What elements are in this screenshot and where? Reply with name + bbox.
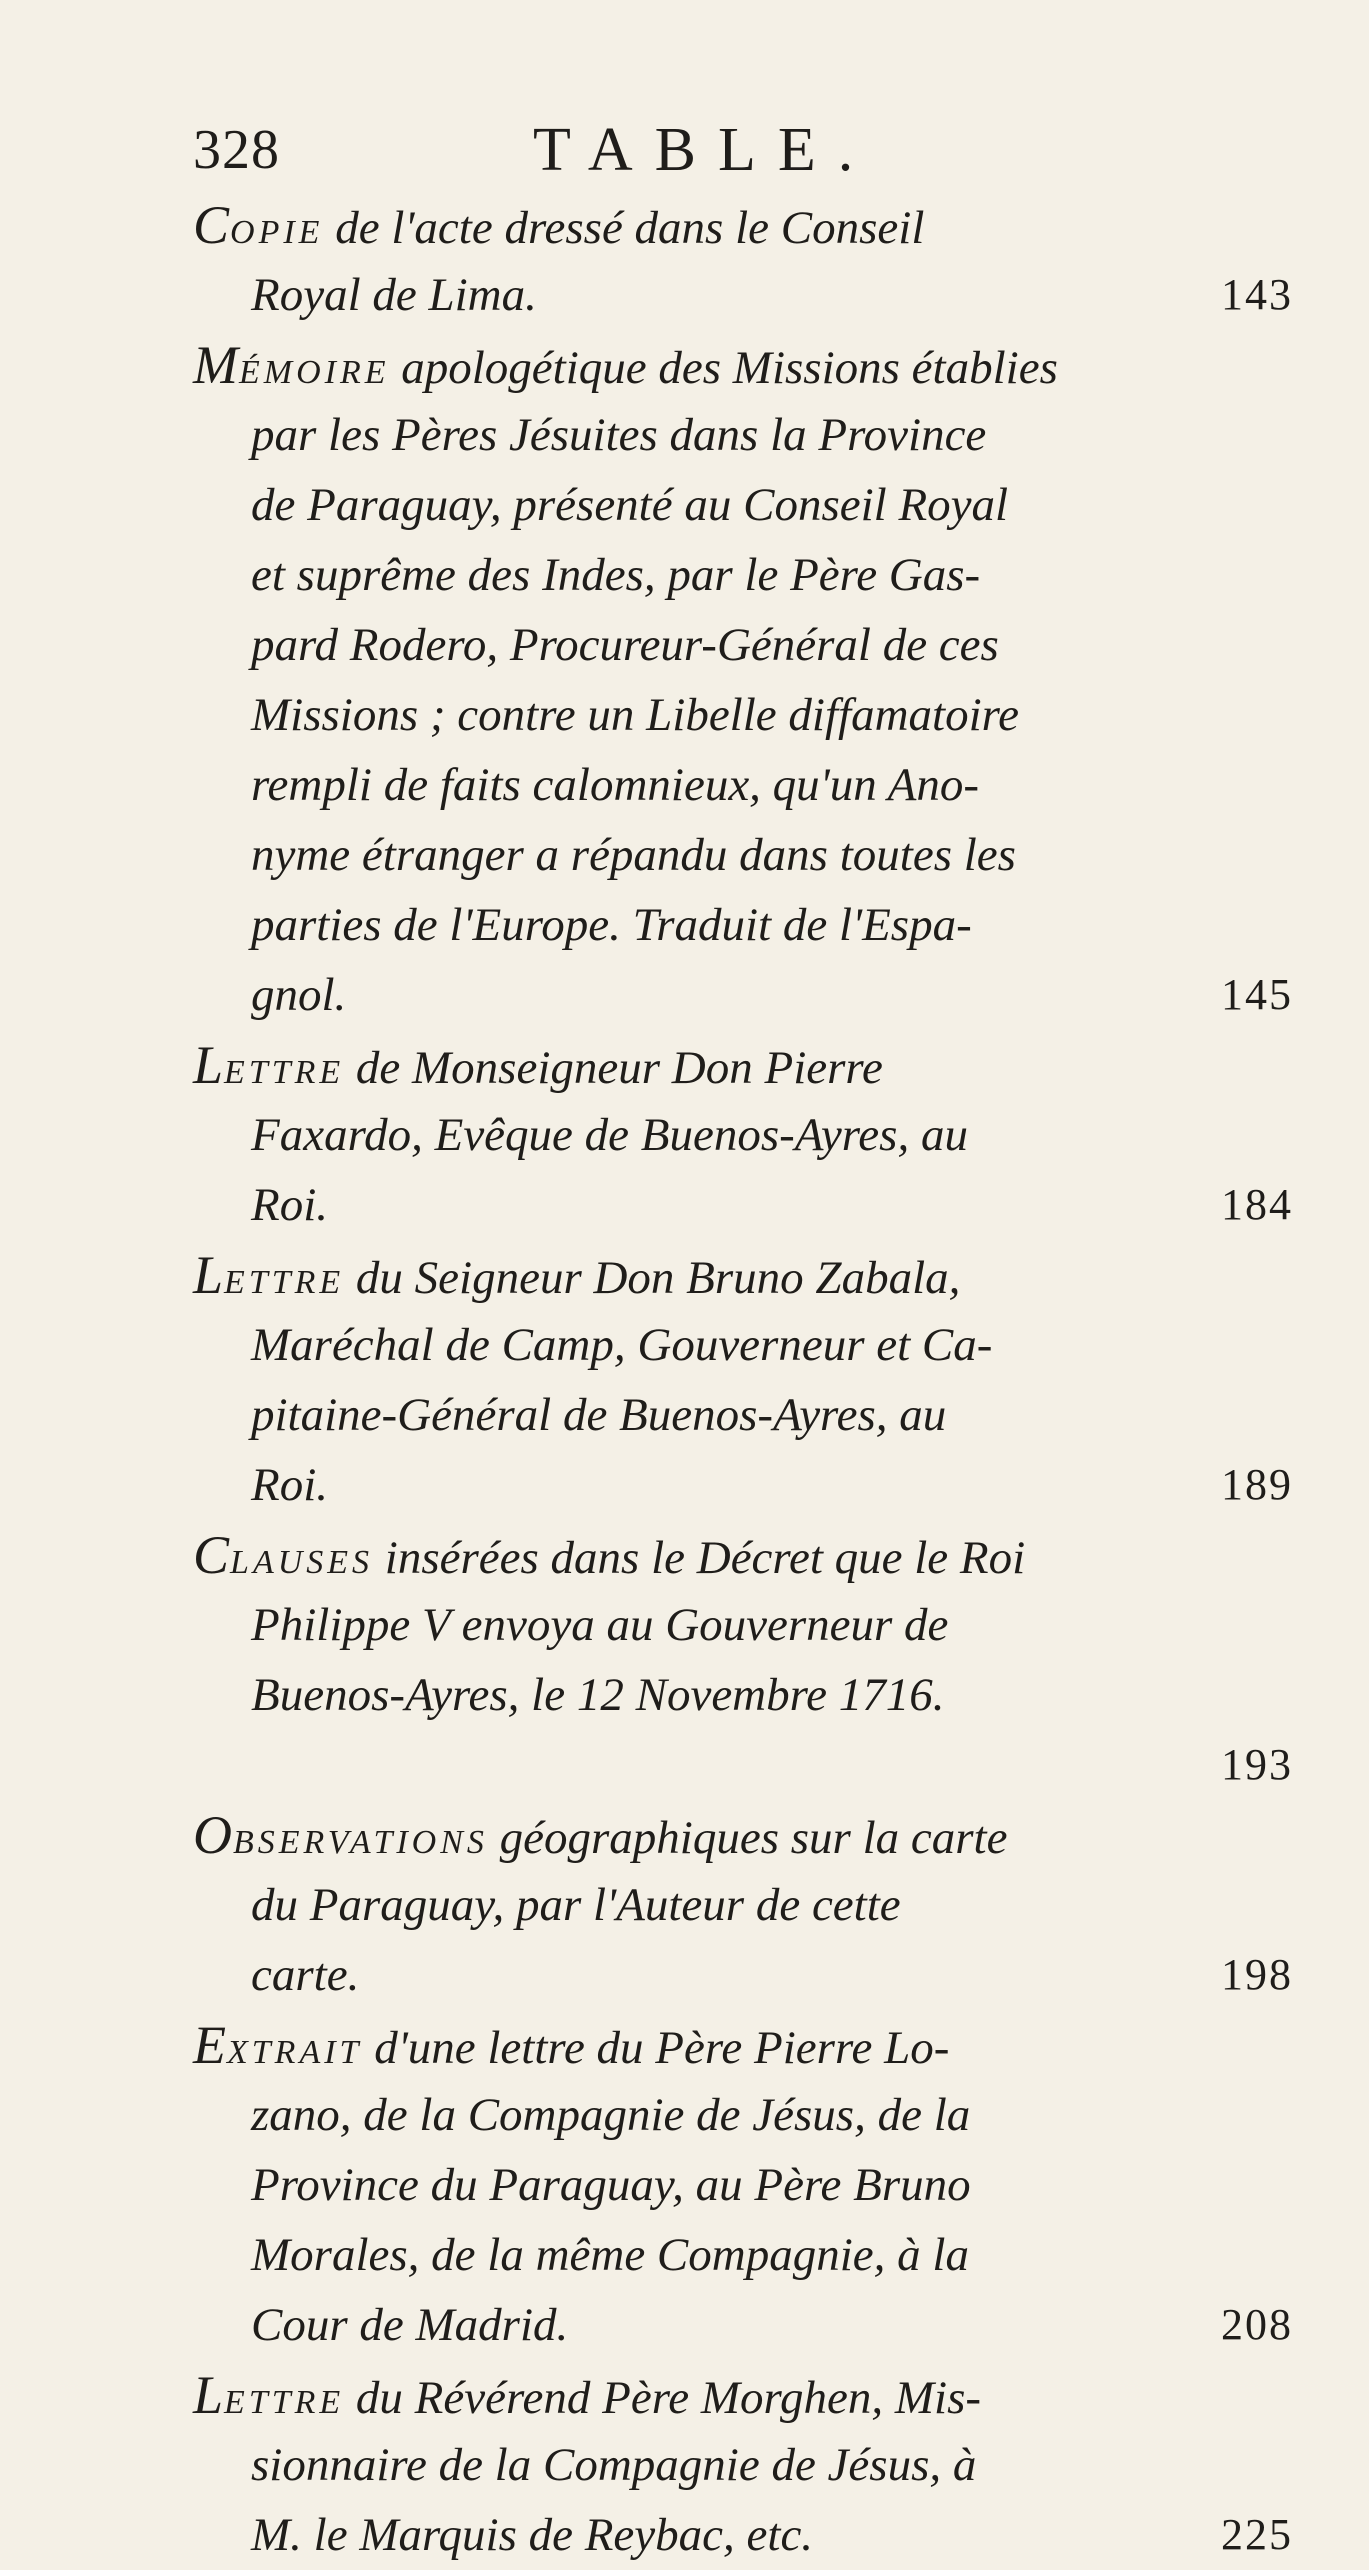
toc-entry-line <box>193 610 1293 680</box>
entry-title-text: insérées dans le Décret que le Roi <box>373 1532 1026 1584</box>
entry-initial: L <box>193 1035 225 1095</box>
entry-line-text: Philippe V envoya au Gouverneur de <box>251 1599 949 1651</box>
entry-line-text: pard Rodero, Procureur-Général de ces <box>251 619 999 671</box>
entry-line-text: Royal de Lima. <box>251 269 537 321</box>
entry-initial: L <box>193 1245 225 1305</box>
entry-small-caps: LAUSES <box>230 1544 374 1581</box>
entry-initial: O <box>193 1805 233 1865</box>
entry-line-text: Roi. <box>251 1459 329 1511</box>
page-reference: 145 <box>1221 970 1293 1019</box>
entry-title-text: d'une lettre du Père Pierre Lo- <box>362 2022 950 2074</box>
entry-line-text: Province du Paraguay, au Père Bruno <box>251 2159 971 2211</box>
entry-line-text: gnol. <box>251 969 347 1021</box>
toc-entry-line <box>193 400 1293 470</box>
toc-entry-first-line <box>193 190 1293 260</box>
entry-title-text: du Révérend Père Morghen, Mis- <box>344 2372 982 2424</box>
toc-entry-line <box>193 2430 1293 2500</box>
toc-entry-line <box>193 1870 1293 1940</box>
entry-line-text: Missions ; contre un Libelle diffamatoire <box>251 689 1020 741</box>
entry-line-text: rempli de faits calomnieux, qu'un Ano- <box>251 759 979 811</box>
toc-entry-first-line <box>193 1240 1293 1310</box>
entry-line-text: carte. <box>251 1949 360 2001</box>
toc-entry-first-line <box>193 2360 1293 2430</box>
toc-entry-line <box>193 1170 1293 1240</box>
toc-entry-first-line <box>193 330 1293 400</box>
toc-entry-line <box>193 2150 1293 2220</box>
toc-entry-line <box>193 1450 1293 1520</box>
page-reference: 198 <box>1221 1950 1293 1999</box>
toc-entry <box>193 1240 1293 1520</box>
toc-entry <box>193 2010 1293 2360</box>
entry-initial: C <box>193 195 231 255</box>
entry-line-text: pitaine-Général de Buenos-Ayres, au <box>251 1389 947 1441</box>
entry-title-text: de l'acte dressé dans le Conseil <box>323 202 925 254</box>
toc-entry-first-line <box>193 2010 1293 2080</box>
entry-line-text: Cour de Madrid. <box>251 2299 569 2351</box>
entry-small-caps: OPIE <box>230 214 324 251</box>
toc-entry-line <box>193 1590 1293 1660</box>
entry-small-caps: BSERVATIONS <box>233 1824 488 1861</box>
entry-line-text: nyme étranger a répandu dans toutes les <box>251 829 1016 881</box>
entry-initial: M <box>193 335 239 395</box>
entry-initial: C <box>193 1525 231 1585</box>
entry-line-text: Morales, de la même Compagnie, à la <box>251 2229 969 2281</box>
entry-title-text: de Monseigneur Don Pierre <box>344 1042 883 1094</box>
entry-title-text: géographiques sur la carte <box>487 1812 1008 1864</box>
toc-entry-line <box>193 890 1293 960</box>
toc-entry-line <box>193 750 1293 820</box>
toc-entry-first-line <box>193 1800 1293 1870</box>
page-number: 328 <box>193 119 280 181</box>
page-reference: 184 <box>1221 1180 1293 1229</box>
toc-entry <box>193 1030 1293 1240</box>
page-reference: 143 <box>1221 270 1293 319</box>
entry-small-caps: XTRAIT <box>227 2034 363 2071</box>
toc-entry <box>193 1520 1293 1800</box>
toc-entry-line <box>193 820 1293 890</box>
page-reference: 189 <box>1221 1460 1293 1509</box>
entry-small-caps: ETTRE <box>224 2384 345 2421</box>
entry-line-text: sionnaire de la Compagnie de Jésus, à <box>251 2439 977 2491</box>
entry-line-text: Maréchal de Camp, Gouverneur et Ca- <box>251 1319 993 1371</box>
toc-entry-line <box>193 540 1293 610</box>
toc-entry-line <box>193 2290 1293 2360</box>
page-reference-line <box>193 1730 1293 1800</box>
toc-entry-line <box>193 1660 1293 1730</box>
toc-entry-line <box>193 960 1293 1030</box>
entry-line-text: du Paraguay, par l'Auteur de cette <box>251 1879 901 1931</box>
entry-small-caps: ÉMOIRE <box>238 354 390 391</box>
toc-entry-line <box>193 1940 1293 2010</box>
toc-entry <box>193 330 1293 1030</box>
toc-entry-line <box>193 470 1293 540</box>
entry-initial: E <box>193 2015 227 2075</box>
entry-line-text: Roi. <box>251 1179 329 1231</box>
entry-line-text: de Paraguay, présenté au Conseil Royal <box>251 479 1009 531</box>
toc-entry-line <box>193 1380 1293 1450</box>
page-reference: 193 <box>1221 1740 1293 1789</box>
entry-line-text: M. le Marquis de Reybac, etc. <box>251 2509 814 2561</box>
entry-line-text: parties de l'Europe. Traduit de l'Espa- <box>251 899 972 951</box>
table-of-contents <box>193 190 1293 2570</box>
toc-entry <box>193 1800 1293 2010</box>
entry-small-caps: ETTRE <box>224 1264 345 1301</box>
entry-line-text: Faxardo, Evêque de Buenos-Ayres, au <box>251 1109 968 1161</box>
entry-line-text: et suprême des Indes, par le Père Gas- <box>251 549 981 601</box>
page-header <box>193 110 1293 190</box>
entry-line-text: zano, de la Compagnie de Jésus, de la <box>251 2089 971 2141</box>
running-title: TABLE. <box>533 116 876 184</box>
toc-entry-line <box>193 680 1293 750</box>
entry-line-text: par les Pères Jésuites dans la Province <box>251 409 987 461</box>
entry-initial: L <box>193 2365 225 2425</box>
toc-entry-line <box>193 260 1293 330</box>
toc-entry-line <box>193 1100 1293 1170</box>
toc-entry-line <box>193 2080 1293 2150</box>
entry-line-text: Buenos-Ayres, le 12 Novembre 1716. <box>251 1669 945 1721</box>
toc-entry-first-line <box>193 1520 1293 1590</box>
toc-entry-line <box>193 1310 1293 1380</box>
toc-entry-first-line <box>193 1030 1293 1100</box>
entry-small-caps: ETTRE <box>224 1054 345 1091</box>
entry-title-text: du Seigneur Don Bruno Zabala, <box>344 1252 961 1304</box>
entry-title-text: apologétique des Missions établies <box>389 342 1058 394</box>
page-reference: 208 <box>1221 2300 1293 2349</box>
page-reference: 225 <box>1221 2510 1293 2559</box>
toc-entry <box>193 2360 1293 2570</box>
toc-entry-line <box>193 2220 1293 2290</box>
toc-entry <box>193 190 1293 330</box>
toc-entry-line <box>193 2500 1293 2570</box>
